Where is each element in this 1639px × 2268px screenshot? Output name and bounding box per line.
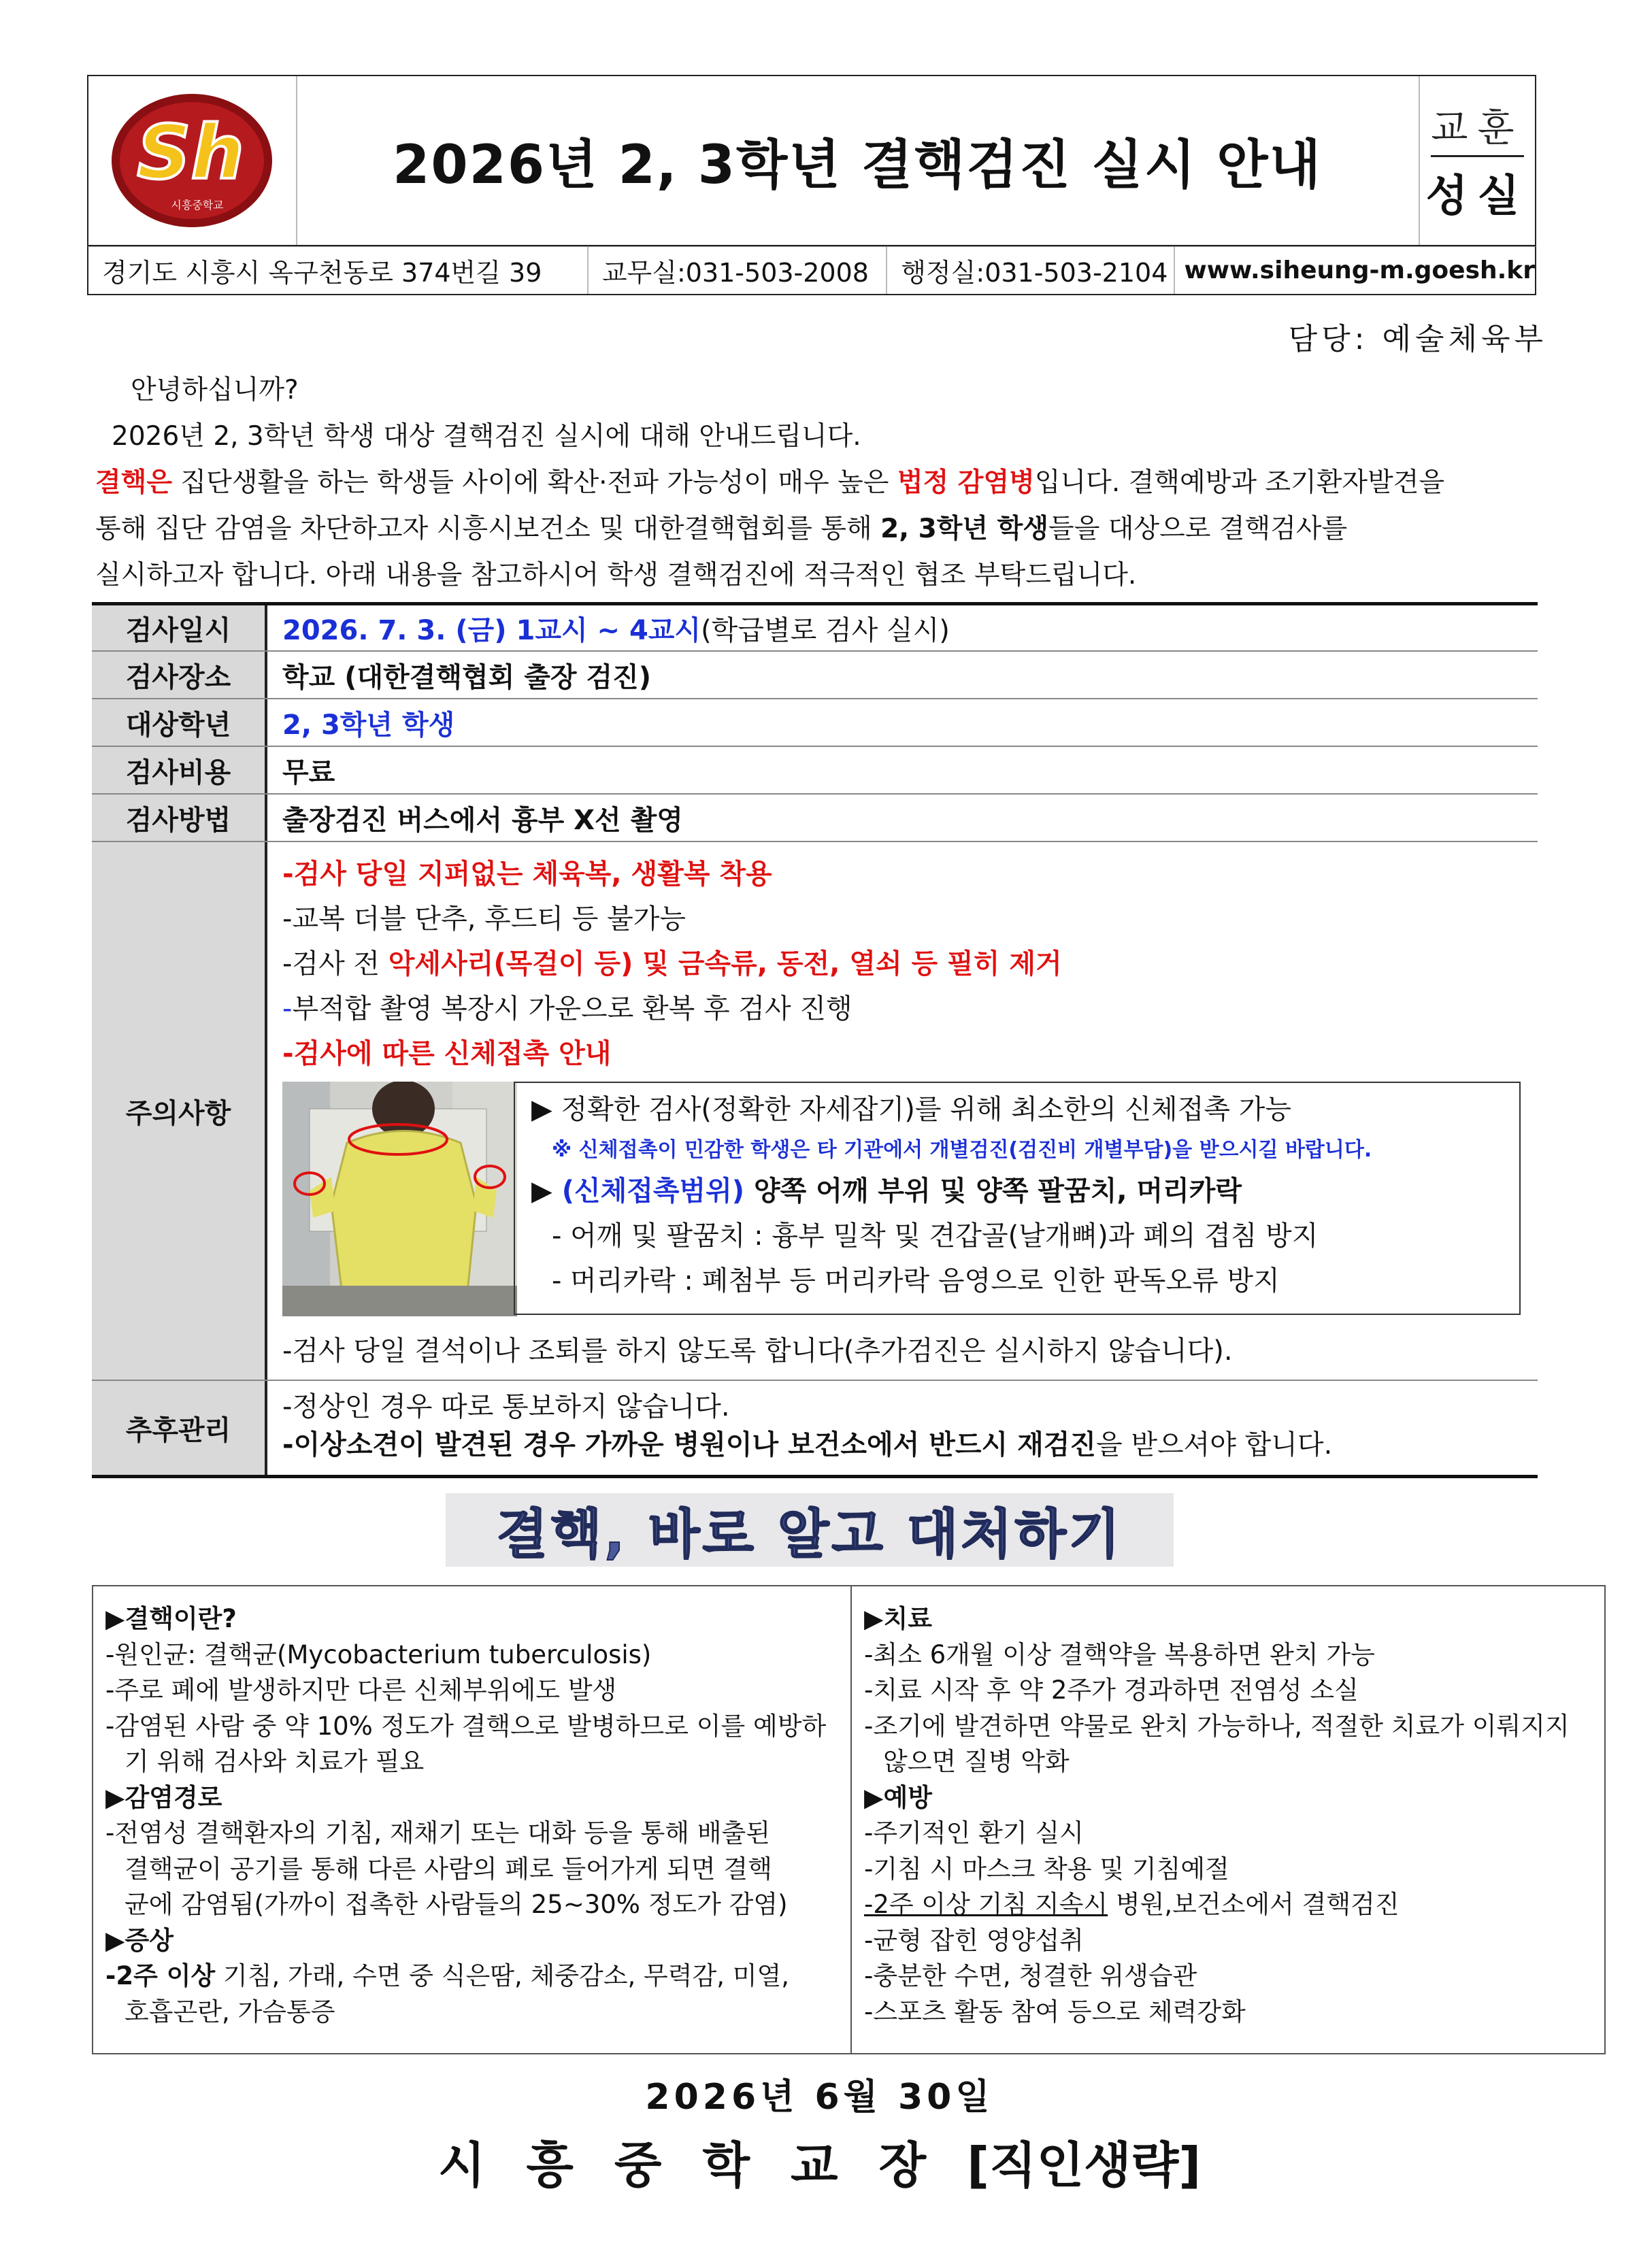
- exam-date-label: 검사일시: [92, 605, 267, 650]
- school-logo: [88, 76, 297, 245]
- title-cell: [296, 76, 1420, 245]
- greeting: 안녕하십니까?: [131, 375, 299, 405]
- admin-office-phone: 행정실:031-503-2104: [887, 247, 1174, 294]
- info-line: 기 위해 검사와 치료가 필요: [125, 1747, 425, 1776]
- info-line: -원인균: 결핵균(Mycobacterium tuberculosis): [105, 1639, 652, 1669]
- info-line: 않으면 질병 악화: [883, 1747, 1070, 1776]
- issue-date: 2026년 6월 30일: [645, 2077, 994, 2118]
- info-line: -주로 폐에 발생하지만 다른 신체부위에도 발생: [105, 1675, 617, 1705]
- info-line: -주기적인 환기 실시: [864, 1818, 1084, 1848]
- target-students-keyword: 2, 3학년 학생: [880, 514, 1049, 544]
- tb-keyword: 결핵은: [95, 467, 173, 498]
- table-row: [92, 605, 1538, 652]
- school-logo-icon: [88, 76, 293, 245]
- contact-guide: [282, 1082, 1538, 1316]
- precaution-item: -검사 당일 결석이나 조퇴를 하지 않도록 합니다(추가검진은 실시하지 않습니다).: [282, 1335, 1233, 1367]
- precautions-label: 주의사항: [92, 842, 267, 1380]
- info-line: -감염된 사람 중 약 10% 정도가 결핵으로 발병하므로 이를 예방하: [105, 1711, 827, 1741]
- section-heading: ▶증상: [105, 1925, 173, 1955]
- page-title: 2026년 2, 3학년 결핵검진 실시 안내: [393, 135, 1322, 196]
- info-line: 호흡곤란, 가슴통증: [125, 1997, 335, 2027]
- letterhead: [87, 75, 1536, 246]
- precautions-content: [267, 842, 1538, 1380]
- body-contact-notice: [514, 1082, 1521, 1315]
- school-website-link[interactable]: www.siheung-m.goesh.kr: [1184, 256, 1535, 284]
- table-row: [92, 842, 1538, 1381]
- xray-posture-photo: [282, 1082, 517, 1316]
- contact-range: ▶ (신체접촉범위) 양쪽 어깨 부위 및 양쪽 팔꿈치, 머리카락: [531, 1175, 1242, 1207]
- logo-subtext: 시흥중학교: [171, 199, 224, 212]
- exam-place-label: 검사장소: [92, 652, 267, 698]
- target-grade-label: 대상학년: [92, 699, 267, 746]
- section-banner: [446, 1493, 1174, 1567]
- principal-signature: [0, 2126, 1639, 2197]
- info-line: -최소 6개월 이상 결핵약을 복용하면 완치 가능: [864, 1639, 1375, 1669]
- contact-detail: - 머리카락 : 폐첨부 등 머리카락 음영으로 인한 판독오류 방지: [552, 1265, 1280, 1297]
- exam-method-label: 검사방법: [92, 795, 267, 841]
- info-line: 결핵균이 공기를 통해 다른 사람의 폐로 들어가게 되면 결핵: [125, 1854, 772, 1884]
- follow-up-label: 추후관리: [92, 1381, 267, 1475]
- follow-up-item: -정상인 경우 따로 통보하지 않습니다.: [282, 1391, 730, 1422]
- exam-info-table: [92, 602, 1538, 1478]
- info-line: -균형 잡힌 영양섭취: [864, 1925, 1084, 1955]
- precaution-item: -부적합 촬영 복장시 가운으로 환복 후 검사 진행: [282, 993, 852, 1024]
- precaution-item: -교복 더블 단추, 후드티 등 불가능: [282, 903, 686, 935]
- contact-note: ▶ 정확한 검사(정확한 자세잡기)를 위해 최소한의 신체접촉 가능: [531, 1094, 1291, 1125]
- school-motto: [1419, 76, 1536, 245]
- table-row: [92, 795, 1538, 842]
- info-line: -2주 이상 기침, 가래, 수면 중 식은땀, 체중감소, 무력감, 미열,: [105, 1961, 789, 1990]
- banner-title: 결핵, 바로 알고 대처하기: [496, 1504, 1123, 1565]
- section-heading: ▶예방: [864, 1782, 932, 1812]
- intro-paragraph: 결핵은 집단생활을 하는 학생들 사이에 확산·전파 가능성이 매우 높은 법정 감염병입니다. 결핵예방과 조기환자발견을 통해 집단 감염을 차단하고자 시흥시보건소 및 대한결핵협회를 통해 2, 3학년 학생들을 대상으로 결핵검사를 실시하고자 합니다. 아래 내용을 참고하시어 학생 결핵검진에 적극적인 협조 부탁드립니다.: [95, 467, 1445, 590]
- info-line: -2주 이상 기침 지속시 병원,보건소에서 결핵검진: [864, 1890, 1400, 1919]
- precaution-item: -검사에 따른 신체접촉 안내: [282, 1038, 612, 1069]
- contact-detail: - 어깨 및 팔꿈치 : 흉부 밀착 및 견갑골(날개뼈)과 폐의 겹침 방지: [552, 1220, 1319, 1252]
- exam-cost-label: 검사비용: [92, 747, 267, 793]
- follow-up-item: -이상소견이 발견된 경우 가까운 병원이나 보건소에서 반드시 재검진을 받으셔야 합니다.: [282, 1429, 1333, 1461]
- teachers-office-phone: 교무실:031-503-2008: [589, 247, 887, 294]
- motto-label: 교훈: [1431, 98, 1523, 157]
- tb-info-box: [92, 1585, 1606, 2054]
- department-in-charge: 담당: 예술체육부: [1288, 322, 1547, 356]
- section-heading: ▶치료: [864, 1604, 932, 1633]
- follow-up-content: [267, 1381, 1538, 1475]
- table-row: [92, 1381, 1538, 1475]
- exam-date-value: 2026. 7. 3. (금) 1교시 ~ 4교시 (학급별로 검사 실시): [282, 614, 950, 646]
- table-row: [92, 747, 1538, 795]
- precaution-item: -검사 전 악세사리(목걸이 등) 및 금속류, 동전, 열쇠 등 필히 제거: [282, 948, 1062, 980]
- seal-omitted: [직인생략]: [967, 2137, 1202, 2194]
- signatory: 시흥중학교장: [437, 2137, 967, 2194]
- table-row: [92, 652, 1538, 699]
- info-line: -조기에 발견하면 약물로 완치 가능하나, 적절한 치료가 이뤄지지: [864, 1711, 1570, 1741]
- tb-info-left: [93, 1586, 852, 2053]
- tb-info-right: [852, 1586, 1604, 2053]
- exam-method-value: 출장검진 버스에서 흉부 X선 촬영: [282, 804, 683, 836]
- contact-alternative-note: ※ 신체접촉이 민감한 학생은 타 기관에서 개별검진(검진비 개별부담)을 받으시길 바랍니다.: [552, 1138, 1372, 1162]
- legal-disease-keyword: 법정 감염병: [897, 467, 1035, 498]
- school-address: 경기도 시흥시 옥구천동로 374번길 39: [88, 247, 589, 294]
- precaution-item: -검사 당일 지퍼없는 체육복, 생활복 착용: [282, 858, 772, 890]
- logo-text: Sh: [137, 109, 244, 196]
- intro-line: 2026년 2, 3학년 학생 대상 결핵검진 실시에 대해 안내드립니다.: [112, 421, 861, 452]
- target-grade-value: 2, 3학년 학생: [282, 709, 455, 741]
- info-line: -스포츠 활동 참여 등으로 체력강화: [864, 1997, 1246, 2027]
- intro-text: [95, 367, 1531, 599]
- info-line: -충분한 수면, 청결한 위생습관: [864, 1961, 1197, 1990]
- exam-place-value: 학교 (대한결핵협회 출장 검진): [282, 661, 652, 693]
- info-line: -기침 시 마스크 착용 및 기침예절: [864, 1854, 1229, 1884]
- table-row: [92, 699, 1538, 747]
- exam-cost-value: 무료: [282, 756, 335, 788]
- contact-bar: [87, 246, 1536, 295]
- section-heading: ▶결핵이란?: [105, 1604, 237, 1633]
- info-line: -치료 시작 후 약 2주가 경과하면 전염성 소실: [864, 1675, 1359, 1705]
- info-line: -전염성 결핵환자의 기침, 재채기 또는 대화 등을 통해 배출된: [105, 1818, 771, 1848]
- section-heading: ▶감염경로: [105, 1782, 222, 1812]
- motto-text: 성실: [1425, 171, 1529, 222]
- info-line: 균에 감염됨(가까이 접촉한 사람들의 25~30% 정도가 감염): [125, 1890, 788, 1919]
